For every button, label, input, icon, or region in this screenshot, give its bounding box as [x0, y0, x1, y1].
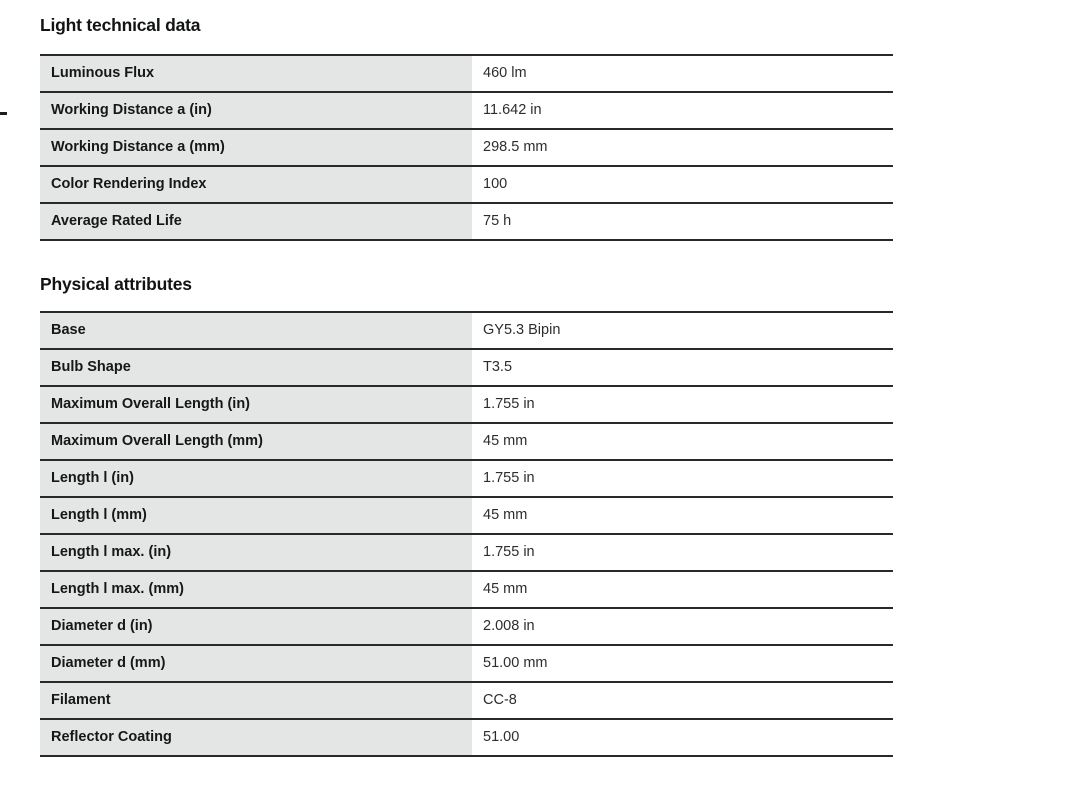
- row-value: 75 h: [472, 204, 893, 239]
- row-value: 1.755 in: [472, 535, 893, 570]
- row-value: 45 mm: [472, 498, 893, 533]
- table-row: [40, 93, 893, 130]
- table-row: [40, 204, 893, 241]
- table-row: [40, 461, 893, 498]
- row-label: Working Distance a (in): [40, 93, 472, 128]
- row-value: 51.00: [472, 720, 893, 755]
- row-value: 51.00 mm: [472, 646, 893, 681]
- row-label: Diameter d (in): [40, 609, 472, 644]
- table-row: [40, 609, 893, 646]
- table-row: [40, 424, 893, 461]
- spec-section: [40, 273, 893, 757]
- spec-table: [40, 54, 893, 241]
- table-row: [40, 572, 893, 609]
- table-row: [40, 167, 893, 204]
- table-row: [40, 313, 893, 350]
- section-title: Light technical data: [40, 15, 201, 35]
- row-label: Luminous Flux: [40, 56, 472, 91]
- row-value: GY5.3 Bipin: [472, 313, 893, 348]
- table-row: [40, 130, 893, 167]
- row-label: Working Distance a (mm): [40, 130, 472, 165]
- row-label: Length l max. (in): [40, 535, 472, 570]
- row-value: 1.755 in: [472, 461, 893, 496]
- spec-sections: [40, 0, 893, 757]
- row-value: 11.642 in: [472, 93, 893, 128]
- row-value: 45 mm: [472, 572, 893, 607]
- table-row: [40, 683, 893, 720]
- table-row: [40, 56, 893, 93]
- row-label: Length l (mm): [40, 498, 472, 533]
- row-value: 2.008 in: [472, 609, 893, 644]
- table-row: [40, 535, 893, 572]
- row-label: Bulb Shape: [40, 350, 472, 385]
- table-row: [40, 646, 893, 683]
- row-label: Length l max. (mm): [40, 572, 472, 607]
- row-value: T3.5: [472, 350, 893, 385]
- row-label: Color Rendering Index: [40, 167, 472, 202]
- row-label: Base: [40, 313, 472, 348]
- table-row: [40, 498, 893, 535]
- row-value: 45 mm: [472, 424, 893, 459]
- row-label: Diameter d (mm): [40, 646, 472, 681]
- spec-section: [40, 14, 893, 241]
- row-label: Maximum Overall Length (in): [40, 387, 472, 422]
- row-value: 298.5 mm: [472, 130, 893, 165]
- left-edge-dash: [0, 112, 7, 115]
- row-label: Filament: [40, 683, 472, 718]
- spec-table: [40, 311, 893, 757]
- row-label: Average Rated Life: [40, 204, 472, 239]
- table-row: [40, 350, 893, 387]
- row-value: 460 lm: [472, 56, 893, 91]
- row-label: Length l (in): [40, 461, 472, 496]
- row-value: 100: [472, 167, 893, 202]
- row-label: Maximum Overall Length (mm): [40, 424, 472, 459]
- table-row: [40, 387, 893, 424]
- row-value: 1.755 in: [472, 387, 893, 422]
- row-label: Reflector Coating: [40, 720, 472, 755]
- section-title: Physical attributes: [40, 274, 192, 294]
- table-row: [40, 720, 893, 757]
- row-value: CC-8: [472, 683, 893, 718]
